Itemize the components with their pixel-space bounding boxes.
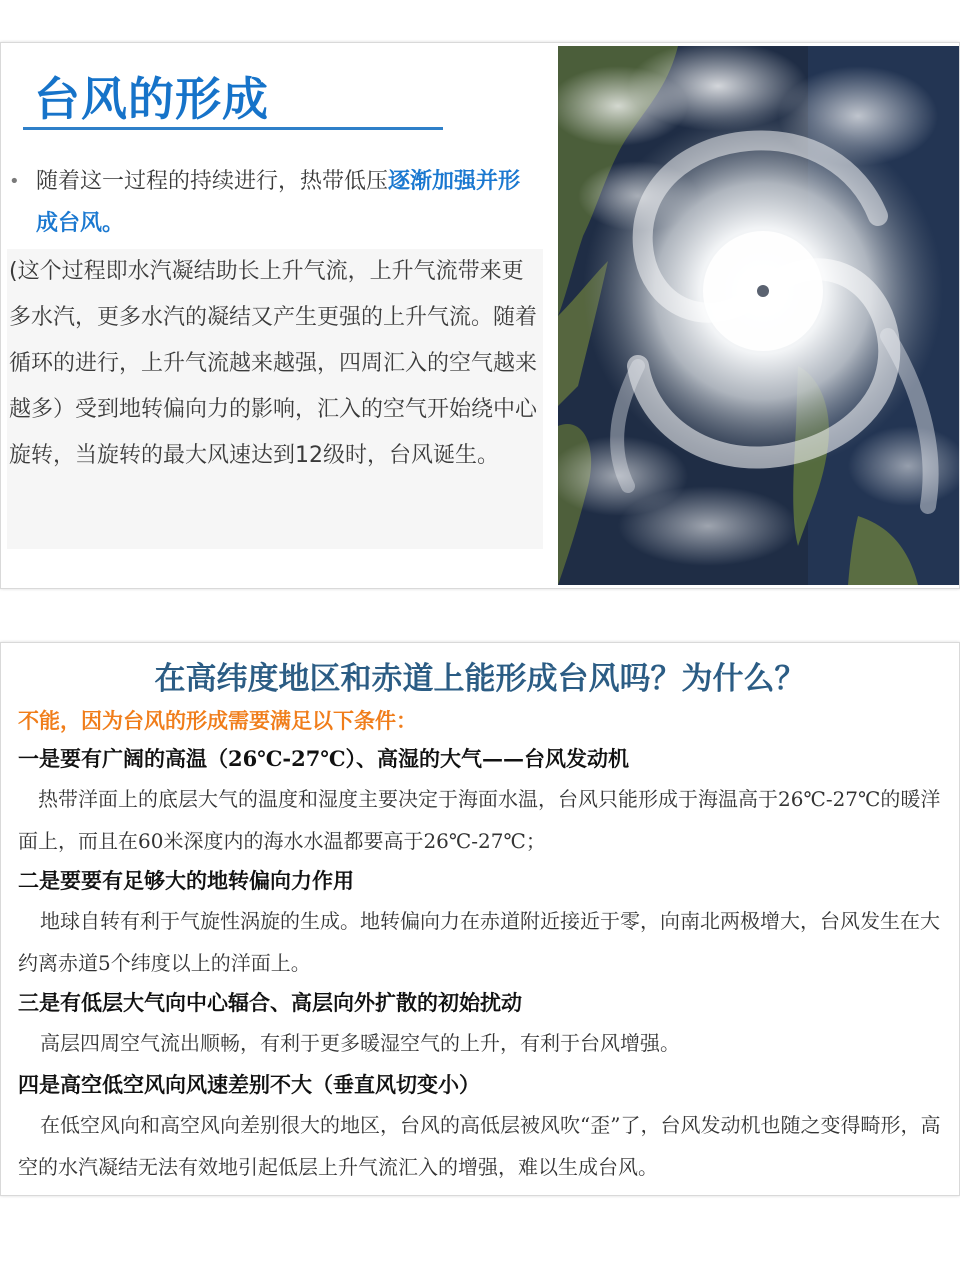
condition-heading: 二是要要有足够大的地转偏向力作用 <box>18 868 354 893</box>
question-title: 在高纬度地区和赤道上能形成台风吗？为什么？ <box>154 661 806 697</box>
answer-text: 不能，因为台风的形成需要满足以下条件： <box>18 709 417 733</box>
bullet-text: 随着这一过程的持续进行，热带低压 <box>36 169 389 194</box>
title-underline <box>23 127 443 130</box>
bullet-point <box>36 161 536 245</box>
explanation-paragraph: (这个过程即水汽凝结助长上升气流，上升气流带来更多水汽，更多水汽的凝结又产生更强的上升气流。随着循环的进行，上升气流越来越强，四周汇入的空气越来越多）受到地转偏向力的影响，汇入的空气开始绕中心旋转，当旋转的最大风速达到12级时，台风诞生。 <box>7 249 543 549</box>
condition-text: 高层四周空气流出顺畅，有利于更多暖湿空气的上升，有利于台风增强。 <box>40 1031 680 1055</box>
slide-title: 台风的形成 <box>34 72 269 126</box>
typhoon-satellite-image <box>558 46 959 585</box>
slide-typhoon-conditions <box>0 642 960 1196</box>
condition-heading: 四是高空低空风向风速差别不大（垂直风切变小） <box>18 1072 480 1097</box>
condition-heading: 一是要有广阔的高温（26℃-27℃）、高湿的大气——台风发动机 <box>18 746 629 771</box>
bullet-highlight: 逐渐加强并形成台风。 <box>36 169 521 236</box>
slide-typhoon-formation <box>0 42 960 589</box>
condition-text: 热带洋面上的底层大气的温度和湿度主要决定于海面水温，台风只能形成于海温高于26℃-27℃的暖洋面上，而且在60米深度内的海水水温都要高于26℃-27℃； <box>18 787 941 853</box>
condition-heading: 三是有低层大气向中心辐合、高层向外扩散的初始扰动 <box>18 990 522 1015</box>
condition-text: 在低空风向和高空风向差别很大的地区，台风的高低层被风吹“歪”了，台风发动机也随之变得畸形，高空的水汽凝结无法有效地引起低层上升气流汇入的增强，难以生成台风。 <box>18 1113 941 1179</box>
bullet-icon: • <box>9 171 20 192</box>
condition-text: 地球自转有利于气旋性涡旋的生成。地转偏向力在赤道附近接近于零，向南北两极增大，台风发生在大约离赤道5个纬度以上的洋面上。 <box>18 909 940 975</box>
